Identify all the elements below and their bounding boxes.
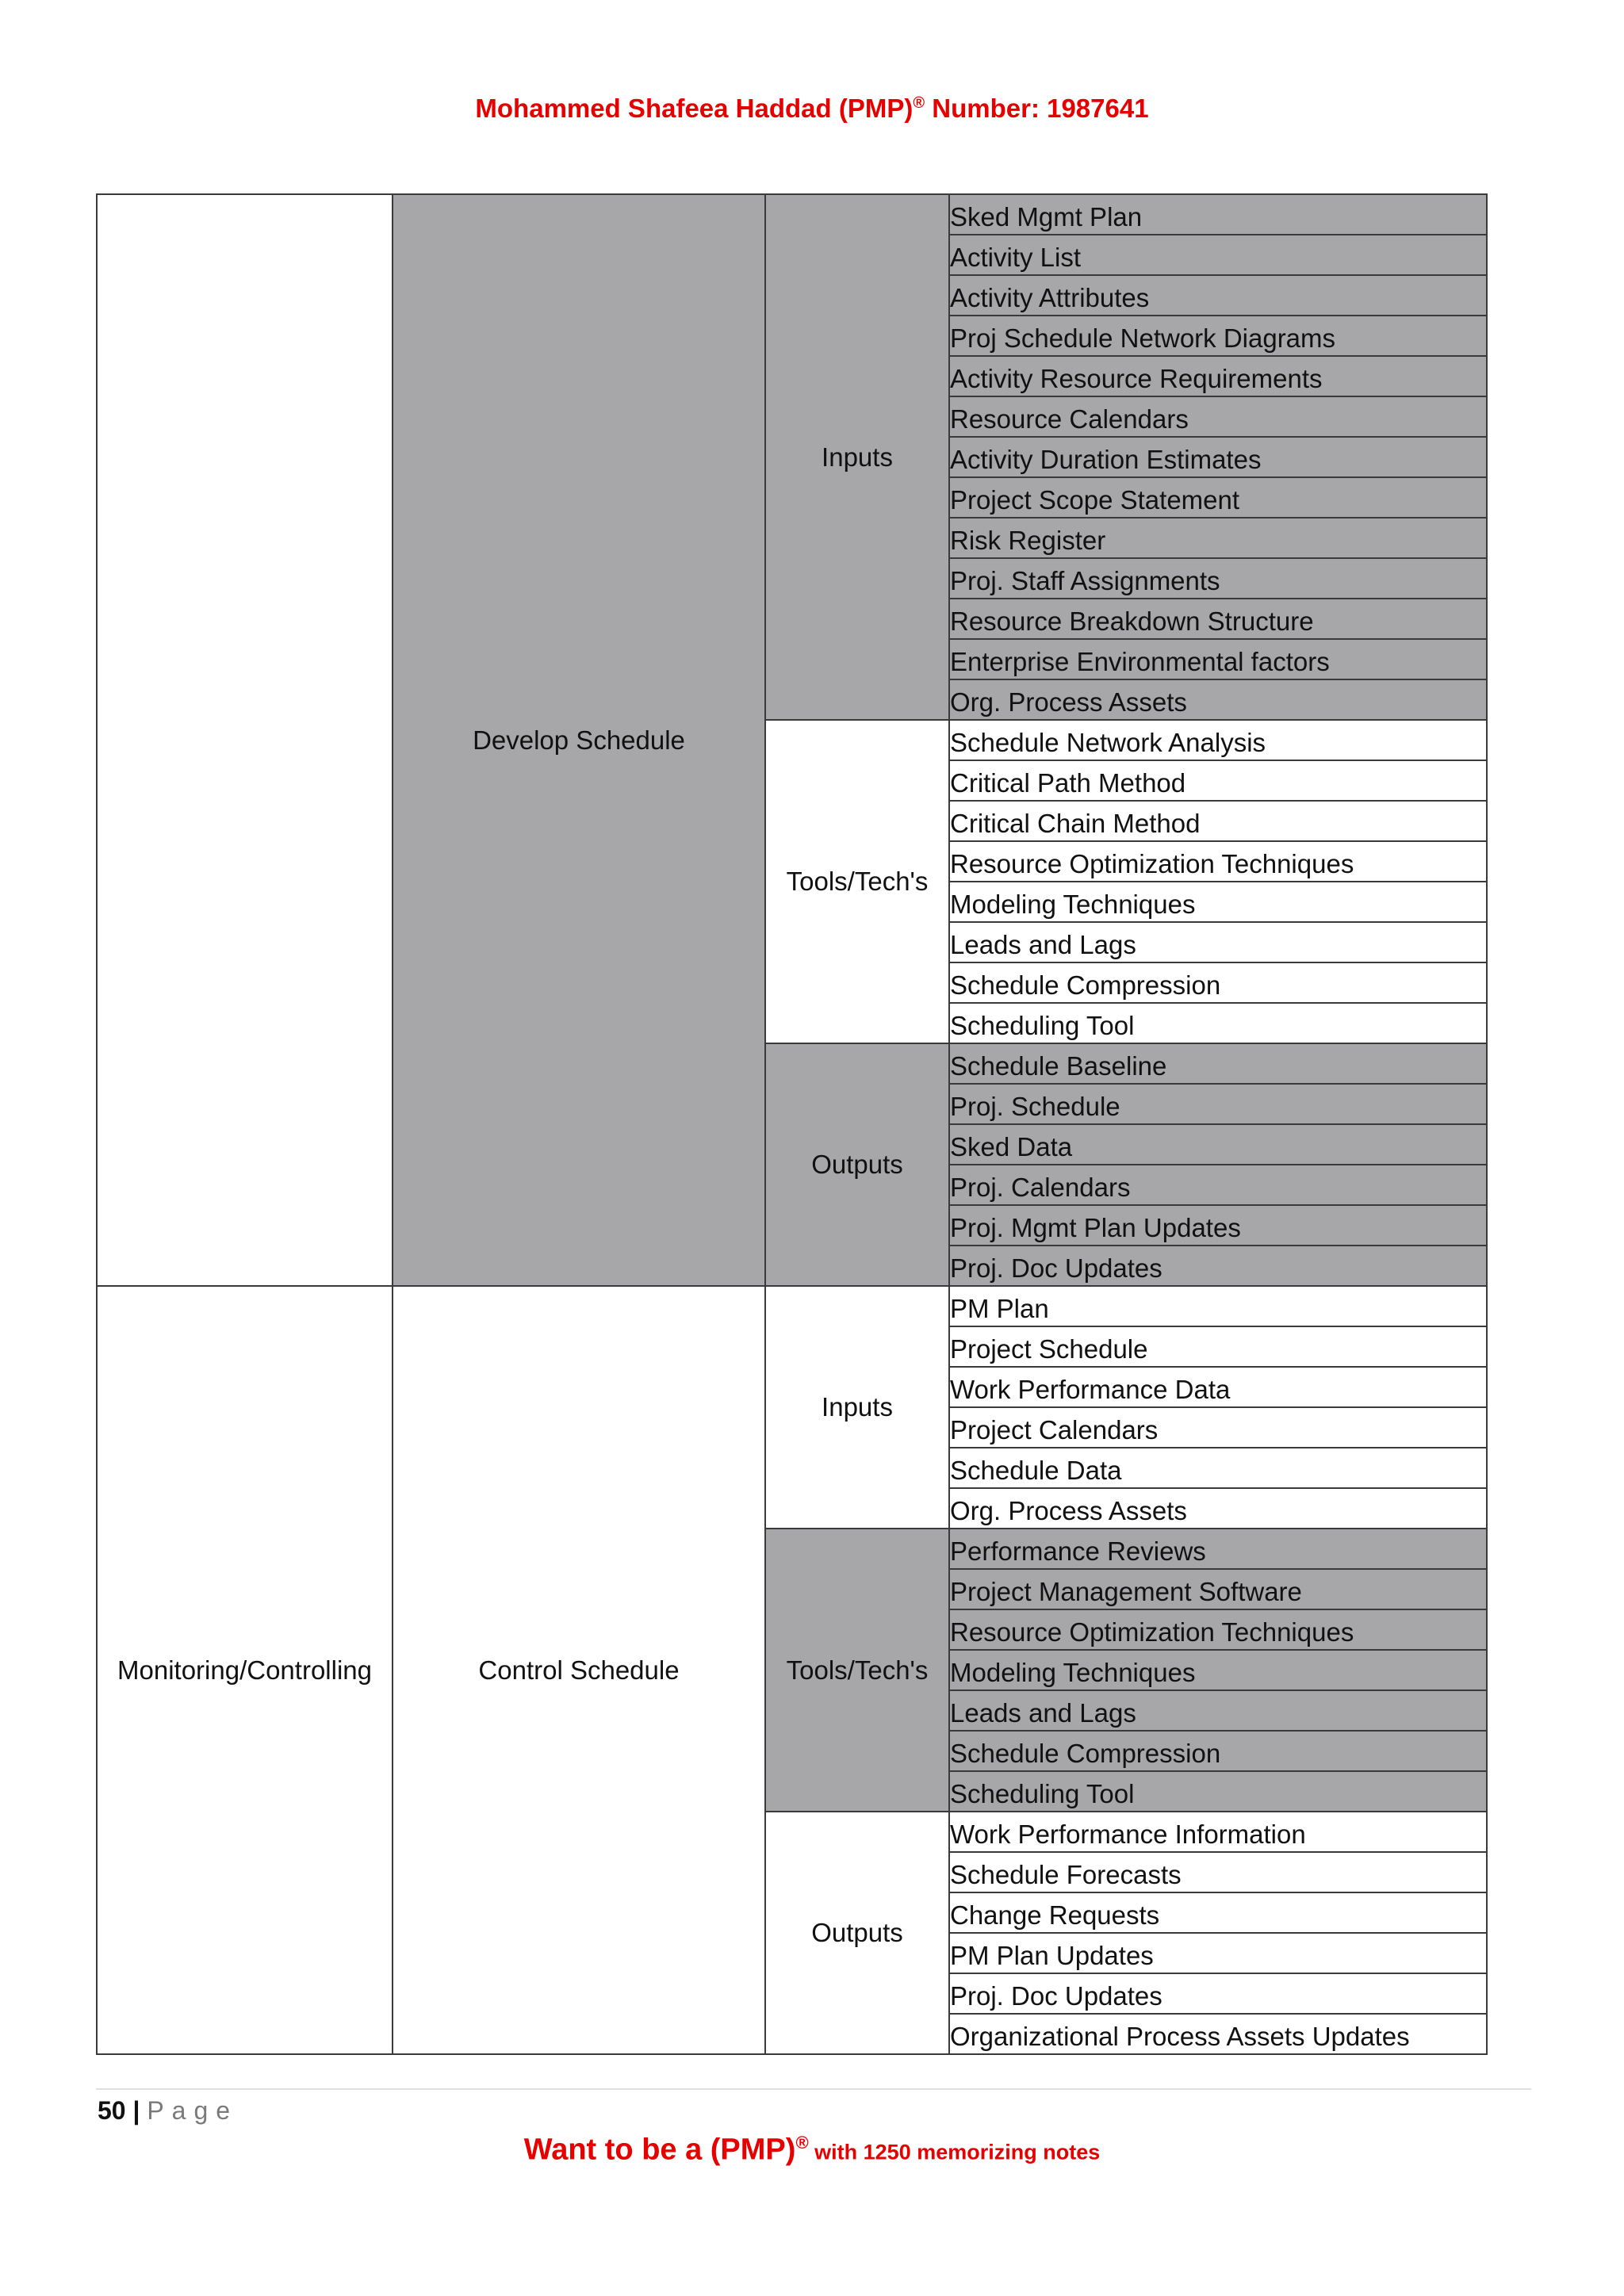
item-cell: Project Management Software	[949, 1569, 1487, 1609]
itto-table	[96, 193, 1488, 2055]
item-cell: Schedule Baseline	[949, 1043, 1487, 1084]
footer-divider	[96, 2088, 1531, 2090]
category-tools-cell: Tools/Tech's	[765, 1529, 949, 1812]
item-cell: Proj. Schedule	[949, 1084, 1487, 1124]
item-cell: Org. Process Assets	[949, 679, 1487, 720]
item-cell: Project Scope Statement	[949, 477, 1487, 518]
item-cell: Proj. Doc Updates	[949, 1246, 1487, 1286]
item-cell: PM Plan	[949, 1286, 1487, 1326]
table-row	[97, 194, 1487, 235]
item-cell: Activity List	[949, 235, 1487, 275]
promo-registered-mark: ®	[795, 2133, 809, 2152]
item-cell: Project Schedule	[949, 1326, 1487, 1367]
process-group-cell: Monitoring/Controlling	[97, 1286, 393, 2054]
item-cell: Leads and Lags	[949, 922, 1487, 962]
page-number-value: 50	[98, 2096, 126, 2125]
table-row	[97, 1286, 1487, 1326]
item-cell: Org. Process Assets	[949, 1488, 1487, 1529]
item-cell: Activity Duration Estimates	[949, 437, 1487, 477]
category-inputs-cell: Inputs	[765, 1286, 949, 1529]
page-number	[98, 2096, 238, 2126]
item-cell: Schedule Forecasts	[949, 1852, 1487, 1892]
item-cell: Proj Schedule Network Diagrams	[949, 316, 1487, 356]
item-cell: Performance Reviews	[949, 1529, 1487, 1569]
item-cell: Resource Optimization Techniques	[949, 841, 1487, 882]
item-cell: Proj. Doc Updates	[949, 1973, 1487, 2014]
header-name: Mohammed Shafeea Haddad (PMP)	[475, 94, 914, 123]
registered-mark: ®	[913, 94, 925, 112]
item-cell: Enterprise Environmental factors	[949, 639, 1487, 679]
promo-tail: with 1250 memorizing notes	[808, 2140, 1101, 2164]
page-word: Page	[147, 2096, 239, 2125]
item-cell: Modeling Techniques	[949, 882, 1487, 922]
process-name-cell: Develop Schedule	[393, 194, 765, 1286]
category-tools-cell: Tools/Tech's	[765, 720, 949, 1043]
header-number: Number: 1987641	[925, 94, 1149, 123]
item-cell: Schedule Data	[949, 1448, 1487, 1488]
item-cell: Sked Mgmt Plan	[949, 194, 1487, 235]
item-cell: Activity Resource Requirements	[949, 356, 1487, 396]
page-separator: |	[132, 2096, 140, 2125]
promo-main: Want to be a (PMP)	[523, 2133, 796, 2167]
item-cell: Organizational Process Assets Updates	[949, 2014, 1487, 2054]
item-cell: Risk Register	[949, 518, 1487, 558]
item-cell: Scheduling Tool	[949, 1771, 1487, 1812]
item-cell: PM Plan Updates	[949, 1933, 1487, 1973]
category-inputs-cell: Inputs	[765, 194, 949, 720]
process-name-cell: Control Schedule	[393, 1286, 765, 2054]
item-cell: Resource Calendars	[949, 396, 1487, 437]
item-cell: Work Performance Data	[949, 1367, 1487, 1407]
item-cell: Activity Attributes	[949, 275, 1487, 316]
process-group-cell	[97, 194, 393, 1286]
item-cell: Work Performance Information	[949, 1812, 1487, 1852]
item-cell: Resource Breakdown Structure	[949, 599, 1487, 639]
item-cell: Scheduling Tool	[949, 1003, 1487, 1043]
item-cell: Proj. Mgmt Plan Updates	[949, 1205, 1487, 1246]
item-cell: Critical Path Method	[949, 760, 1487, 801]
item-cell: Schedule Compression	[949, 962, 1487, 1003]
item-cell: Proj. Staff Assignments	[949, 558, 1487, 599]
item-cell: Resource Optimization Techniques	[949, 1609, 1487, 1650]
item-cell: Proj. Calendars	[949, 1165, 1487, 1205]
item-cell: Change Requests	[949, 1892, 1487, 1933]
footer-promo	[0, 2133, 1624, 2168]
item-cell: Project Calendars	[949, 1407, 1487, 1448]
category-outputs-cell: Outputs	[765, 1812, 949, 2054]
page-header-title	[0, 94, 1624, 124]
item-cell: Schedule Network Analysis	[949, 720, 1487, 760]
item-cell: Critical Chain Method	[949, 801, 1487, 841]
item-cell: Schedule Compression	[949, 1731, 1487, 1771]
category-outputs-cell: Outputs	[765, 1043, 949, 1286]
item-cell: Leads and Lags	[949, 1690, 1487, 1731]
item-cell: Sked Data	[949, 1124, 1487, 1165]
item-cell: Modeling Techniques	[949, 1650, 1487, 1690]
